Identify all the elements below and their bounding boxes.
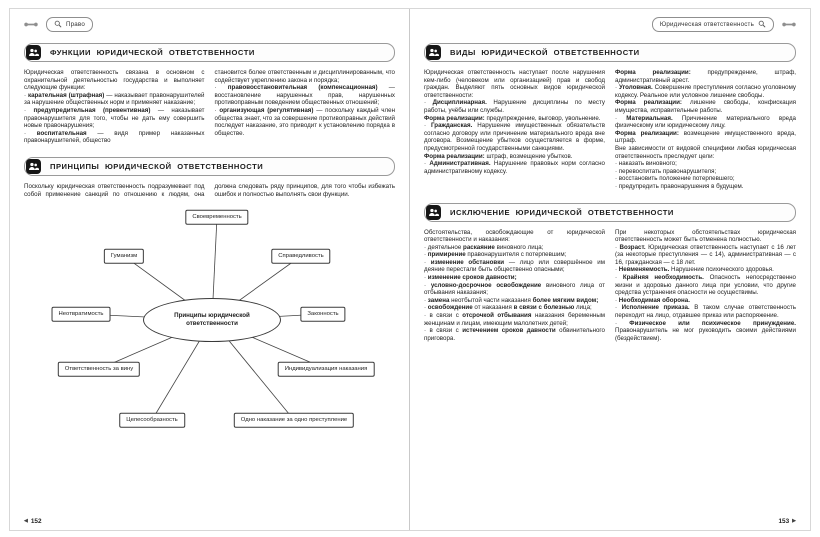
page-number-right (778, 518, 796, 525)
search-box-left[interactable] (46, 17, 93, 32)
section-header-functions (24, 43, 395, 62)
exclusion-col1: Обстоятельства, освобождающие от юридической ответственности и наказания: · деятельное раскаяние виновного лица; · примирение правонарушителя с потерпевшим; · изменение обстановки — лицо или совершённое им деяние перестали быть общественно опасными; · изменение сроков давности; · условно-досрочное освобождение виновного лица от отбывания наказания; · замена неотбытой части наказания более мягким видом; · освобождение от наказания в связи с болезнью лица; · в связи с отсрочкой отбывания наказания беременным женщинам и лицам, имеющим малолетних детей; · в связи с истечением сроков давности обвинительного приговора. (424, 228, 606, 342)
diagram-node-individualization: Индивидуализация наказания (278, 362, 375, 376)
section-header-types (424, 43, 796, 62)
diagram-center-node: Принципы юридической ответственности (143, 298, 281, 342)
people-icon (26, 159, 41, 174)
right-page (410, 9, 810, 530)
diagram-node-legality: Законность (300, 307, 345, 321)
types-col2: Форма реализации: предупреждение, штраф, административный арест. · Уголовная. Совершение преступления согласно уголовному кодексу. Реальное или условное лишение свободы. Форма реализации: лишение свободы, конфискация имущества, исправительные работы. · Материальная. Причинение материального вреда физическому или юридическому лицу. Форма реализации: возмещение имущественного вреда, штраф. Вне зависимости от видовой специфики любая юридическая ответственность преследует цели: · наказать виновного; · перевоспитать правонарушителя; · восстановить положение потерпевшего; · предупредить правонарушения в будущем. (615, 69, 797, 190)
ornament-icon (782, 21, 796, 28)
functions-section-title: ФУНКЦИИ ЮРИДИЧЕСКОЙ ОТВЕТСТВЕННОСТИ (50, 48, 255, 57)
page-number-right-value: 153 (778, 518, 790, 525)
types-col1: Юридическая ответственность наступает после нарушения кем-либо (человеком или организацией) прав и свобод граждан. Выделяют пять основных видов юридической ответственности: · Дисциплинарная. Нарушение дисциплины по месту работы, учёбы или службы. Форма реализации: предупреждение, выговор, увольнение. · Гражданская. Нарушение имущественных обязательств согласно договору или причинение материального вреда вне договора. Возмещение убытков осуществляется в форме, предусмотренной государственными санкциями. Форма реализации: штраф, возмещение убытков. · Административная. Нарушение правовых норм согласно административному кодексу. (424, 69, 606, 175)
page-number-left-value: 152 (30, 518, 42, 525)
diagram-node-justice: Справедливость (271, 249, 330, 263)
section-header-principles (24, 157, 395, 176)
next-page-arrow-icon[interactable]: ▶ (792, 518, 796, 524)
diagram-node-expediency: Целесообразность (119, 413, 185, 427)
people-icon (26, 45, 41, 60)
diagram-node-guilt: Ответственность за вину (58, 362, 140, 376)
people-icon (426, 205, 441, 220)
exclusion-col2: При некоторых обстоятельствах юридическая ответственность может быть отменена полностью. · Возраст. Юридическая ответственность наступает с 16 лет (за некоторые преступления — с 14), административная — с 16, гражданская — с 18 лет. · Невменяемость. Нарушение психического здоровья. · Крайняя необходимость. Опасность непосредственно жизни и здоровью данного лица при условии, что другие средства устранения опасности не осуществимы. · Необходимая оборона. · Исполнение приказа. В таком случае ответственность переходит на лицо, отдавшее приказ или распоряжение. · Физическое или психическое принуждение. Правонарушитель не мог руководить своими действиями (бездействием). (615, 228, 796, 342)
principles-intro: Поскольку юридическая ответственность подразумевает под собой применение санкций по отношению к людям, она должна следовать ряду принципов, для того чтобы избежать ошибок и полностью выполнять свои функции. (24, 182, 395, 198)
prev-page-arrow-icon[interactable]: ◀ (24, 518, 28, 524)
search-icon (758, 15, 766, 33)
types-text (424, 69, 796, 191)
diagram-node-one-punishment: Одно наказание за одно преступление (234, 413, 354, 427)
search-label-left: Право (66, 20, 85, 28)
page-number-left (24, 518, 42, 525)
functions-col2: становится более ответственным и дисциплинированным, что содействует укреплению закона и порядка; · правовосстановительная (компенсационная) — восстановление нарушенных прав, нарушенных противоправным поведением общественных отношений; · организующая (регулятивная) — поскольку каждый член общества знает, что за совершение противоправных действий последует наказание, это приводит к установлению порядка в обществе. (214, 69, 395, 137)
exclusion-text (424, 229, 796, 343)
principles-section-title: ПРИНЦИПЫ ЮРИДИЧЕСКОЙ ОТВЕТСТВЕННОСТИ (50, 161, 264, 171)
functions-col1: Юридическая ответственность связана в основном с охранительной деятельностью государства и выполняет следующие функции: · карательная (штрафная) — наказывает правонарушителей за нарушение общественных норм и применяет наказание; · предупредительная (превентивная) — наказывает правонарушителя для того, чтобы не дать ему совершить новые правонарушения; · воспитательная — видя пример наказанных правонарушителей, общество (24, 69, 205, 145)
types-section-title: ВИДЫ ЮРИДИЧЕСКОЙ ОТВЕТСТВЕННОСТИ (450, 48, 640, 57)
people-icon (426, 45, 441, 60)
diagram-node-humanism: Гуманизм (104, 249, 144, 263)
exclusion-section-title: ИСКЛЮЧЕНИЕ ЮРИДИЧЕСКОЙ ОТВЕТСТВЕННОСТИ (450, 207, 674, 217)
search-icon (54, 15, 62, 33)
search-box-right[interactable] (652, 17, 774, 32)
book-spread (9, 8, 811, 531)
section-header-exclusion (424, 203, 796, 222)
left-page-header (24, 17, 395, 31)
left-page (10, 9, 410, 530)
search-label-right: Юридическая ответственность (659, 20, 754, 28)
diagram-node-timeliness: Своевременность (185, 210, 248, 224)
diagram-node-inevitability: Неотвратимость (52, 307, 111, 321)
ornament-icon (24, 21, 38, 28)
functions-text (24, 69, 395, 145)
right-page-header (424, 17, 796, 31)
principles-diagram (24, 204, 396, 442)
